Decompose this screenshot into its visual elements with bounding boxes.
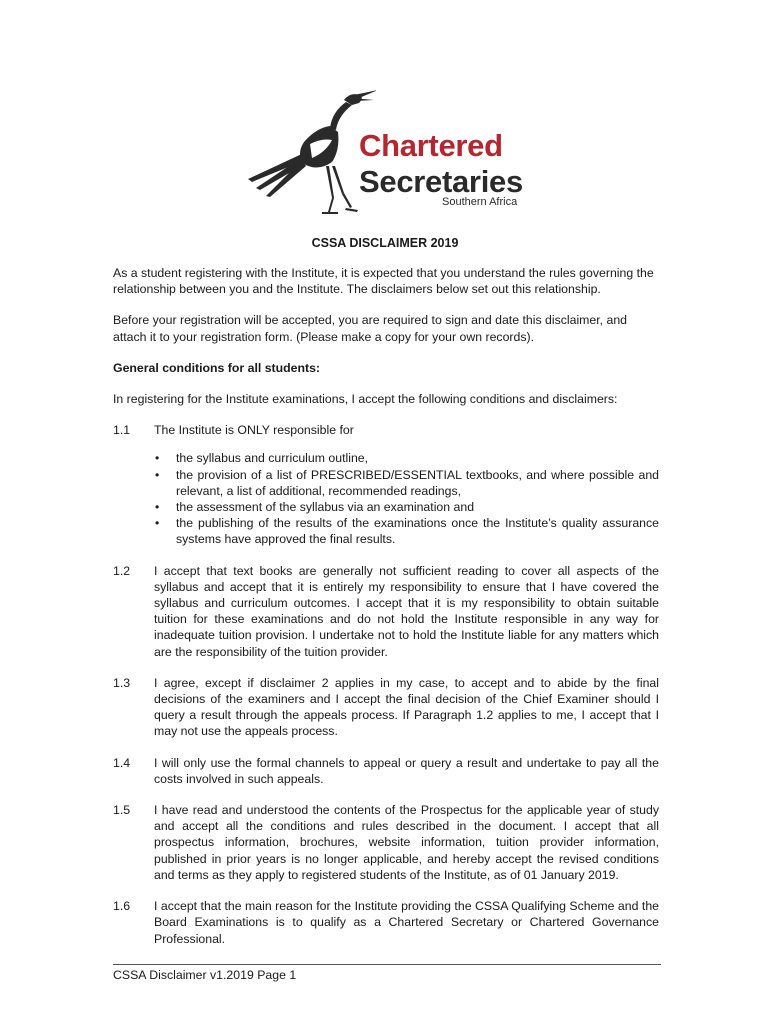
- page-footer: CSSA Disclaimer v1.2019 Page 1: [113, 968, 297, 982]
- clause-text: I accept that the main reason for the Institute providing the CSSA Qualifying Scheme and the Board Examinations is to qualify as a Chartered Secretary or Chartered Governance Professional.: [154, 899, 659, 946]
- list-item: • the provision of a list of PRESCRIBED/ESSENTIAL textbooks, and where possible and relevant, a list of additional, recommended readings,: [176, 467, 659, 499]
- document-title: CSSA DISCLAIMER 2019: [311, 236, 459, 250]
- clause-1-4: [113, 755, 659, 787]
- lead-in-paragraph: In registering for the Institute examinations, I accept the following conditions and disclaimers:: [113, 392, 618, 407]
- section-heading: General conditions for all students:: [113, 360, 321, 375]
- list-item: • the publishing of the results of the examinations once the Institute’s quality assurance systems have approved the final results.: [176, 515, 659, 547]
- footer-divider: [113, 964, 661, 965]
- clause-number: 1.3: [113, 675, 131, 690]
- list-item: • the syllabus and curriculum outline,: [176, 450, 659, 466]
- intro-paragraph-1: As a student registering with the Institute, it is expected that you understand the rules governing the relationship between you and the Institute. The disclaimers below set out this relationship.: [113, 266, 654, 297]
- logo: [246, 86, 536, 222]
- logo-wordmark-chartered: Chartered: [359, 128, 503, 163]
- clause-1-5: [113, 802, 659, 883]
- intro-paragraph-2: Before your registration will be accepted, you are required to sign and date this disclaimer, and attach it to your registration form. (Please make a copy for your own records).: [113, 313, 628, 344]
- clause-body: [154, 422, 659, 547]
- clause-text: I agree, except if disclaimer 2 applies in my case, to accept and to abide by the final decisions of the examiners and I accept the final decision of the Chief Examiner should I query a result through the appeals process. If Paragraph 1.2 applies to me, I accept that I may not use the appeals process.: [154, 675, 659, 739]
- clause-1-6: [113, 898, 659, 947]
- document-body: [113, 265, 659, 962]
- clause-text: I accept that text books are generally not sufficient reading to cover all aspects of the syllabus and accept that it is entirely my responsibility to ensure that I have covered the syllabus and curriculum outcomes. I accept that it is my responsibility to obtain suitable tuition for these examinations and do not hold the Institute responsible in any way for inadequate tuition provision. I undertake not to hold the Institute liable for any matters which are the responsibility of the tuition provider.: [154, 563, 659, 659]
- logo-tagline: Southern Africa: [442, 196, 518, 208]
- clause-number: 1.1: [113, 423, 131, 438]
- clause-number: 1.2: [113, 563, 131, 578]
- list-item: • the assessment of the syllabus via an examination and: [176, 499, 659, 515]
- clause-text: I will only use the formal channels to appeal or query a result and undertake to pay all the costs involved in such appeals.: [154, 755, 659, 786]
- clause-1-3: [113, 675, 659, 740]
- clause-number: 1.4: [113, 755, 131, 770]
- secretary-bird-icon: [246, 86, 376, 222]
- clause-1-2: [113, 563, 659, 660]
- clause-number: 1.5: [113, 803, 131, 818]
- clause-1-1: [113, 422, 659, 547]
- logo-wordmark-secretaries: Secretaries: [359, 164, 523, 199]
- clause-text: The Institute is ONLY responsible for: [154, 423, 354, 438]
- responsibility-list: [154, 450, 659, 547]
- clause-text: I have read and understood the contents of the Prospectus for the applicable year of study and accept all the conditions and rules described in the document. I accept that all prospectus information, brochures, website information, tuition provider information, published in prior years is no longer applicable, and hereby accept the revised conditions and terms as they apply to registered students of the Institute, as of 01 January 2019.: [154, 803, 659, 882]
- clause-number: 1.6: [113, 899, 131, 914]
